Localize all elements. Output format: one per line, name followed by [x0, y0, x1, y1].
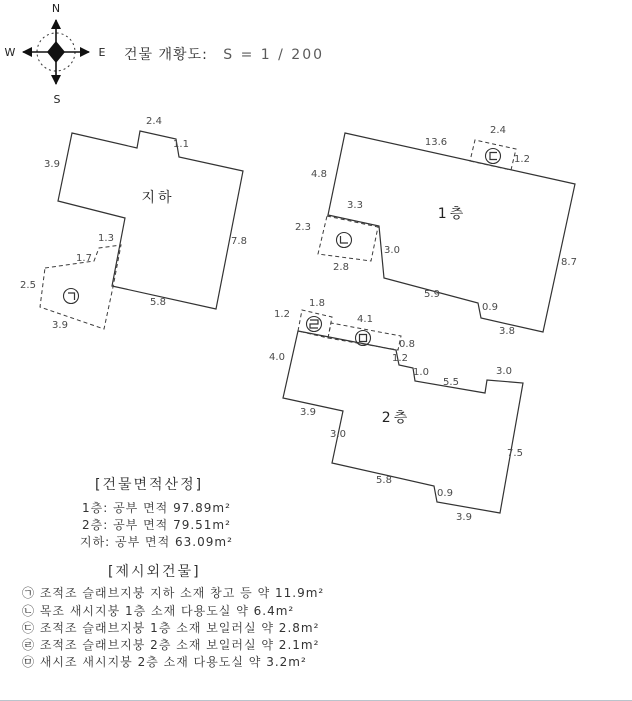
dimension-label: 3.9	[44, 159, 60, 170]
compass-label-north: N	[51, 2, 61, 15]
annex-g	[20, 233, 121, 331]
extra-line-5: ㉤ 새시조 새시지붕 2층 소재 다용도실 약 3.2m²	[22, 655, 307, 669]
annex-d-symbol-icon	[486, 149, 501, 164]
annex-d	[470, 125, 530, 170]
compass-label-west: W	[4, 46, 16, 59]
dimension-label: 4.8	[311, 169, 327, 180]
dimension-label: 5.8	[376, 475, 392, 486]
dimension-label: 1.1	[173, 139, 189, 150]
dimension-label: 1.2	[274, 309, 290, 320]
dimension-label: 7.8	[231, 236, 247, 247]
annex-n	[295, 216, 378, 273]
dimension-label: 2.4	[146, 116, 162, 127]
dimension-label: 1.8	[309, 298, 325, 309]
dimension-label: 1.2	[392, 353, 408, 364]
extra-line-4: ㉣ 조적조 슬래브지붕 2층 소재 보일러실 약 2.1m²	[22, 638, 320, 652]
dimension-label: 3.0	[496, 366, 512, 377]
compass-arrowhead	[22, 47, 32, 57]
dimension-label: 0.9	[437, 488, 453, 499]
dimension-label: 0.9	[482, 302, 498, 313]
dimension-label: 3.3	[347, 200, 363, 211]
basement-plan	[44, 116, 247, 309]
annex-n-symbol-icon	[337, 233, 352, 248]
dimension-label: 2.5	[20, 280, 36, 291]
dimension-label: 3.9	[52, 320, 68, 331]
dimension-label: 2.3	[295, 222, 311, 233]
compass-center-diamond	[47, 41, 65, 63]
annex-m-outline	[328, 323, 401, 350]
annex-g-symbol-icon	[64, 289, 79, 304]
dimension-label: 5.8	[150, 297, 166, 308]
dimension-label: 8.7	[561, 257, 577, 268]
compass-arrowhead	[51, 19, 61, 29]
dimension-label: 2.8	[333, 262, 349, 273]
dimension-label: 0.8	[399, 339, 415, 350]
compass-arrowhead	[51, 75, 61, 85]
area-line-floor1: 1층: 공부 면적 97.89m²	[82, 501, 231, 515]
floor1-outline	[328, 133, 575, 332]
extra-line-3: ㉢ 조적조 슬래브지붕 1층 소재 보일러실 약 2.8m²	[22, 621, 320, 635]
dimension-label: 5.5	[443, 377, 459, 388]
dimension-label: 2.4	[490, 125, 506, 136]
annex-g-symbol-glyph	[68, 293, 75, 300]
compass-arrowhead	[80, 47, 90, 57]
area-line-floor2: 2층: 공부 면적 79.51m²	[82, 518, 231, 532]
dimension-label: 3.0	[330, 429, 346, 440]
compass-label-east: E	[98, 46, 106, 59]
annex-d-symbol-glyph	[490, 153, 497, 160]
floor2-name-label: 2층	[381, 410, 411, 426]
compass-label-south: S	[53, 93, 61, 106]
compass-rose-icon	[5, 2, 106, 106]
dimension-label: 7.5	[507, 448, 523, 459]
dimension-label: 1.3	[98, 233, 114, 244]
dimension-label: 3.0	[384, 245, 400, 256]
annex-m	[328, 314, 415, 350]
dimension-label: 13.6	[424, 137, 448, 148]
area-line-basement: 지하: 공부 면적 63.09m²	[80, 535, 233, 549]
dimension-label: 1.0	[413, 367, 429, 378]
dimension-label: 3.8	[499, 326, 515, 337]
drawing-scale: S = 1 / 200	[223, 47, 325, 63]
dimension-label: 4.1	[357, 314, 373, 325]
area-section-header: [건물면적산정]	[95, 477, 204, 493]
floor1-plan	[311, 133, 577, 337]
basement-outline	[58, 131, 243, 309]
dimension-label: 5.9	[424, 289, 440, 300]
extra-line-2: ㉡ 목조 새시지붕 1층 소재 다용도실 약 6.4m²	[22, 604, 295, 618]
annex-n-symbol-glyph	[341, 236, 349, 243]
annex-r-symbol-glyph	[310, 320, 318, 328]
floor1-name-label: 1층	[437, 206, 467, 222]
dimension-label: 3.9	[300, 407, 316, 418]
annex-r	[274, 298, 332, 338]
annex-n-outline	[318, 216, 378, 261]
drawing-title	[124, 44, 324, 64]
extra-line-1: ㉠ 조적조 슬래브지붕 지하 소재 창고 등 약 11.9m²	[22, 586, 325, 600]
floor2-plan	[269, 331, 523, 523]
dimension-label: 1.2	[514, 154, 530, 165]
dimension-label: 4.0	[269, 352, 285, 363]
dimension-label: 1.7	[76, 253, 92, 264]
drawing-title-label: 건물 개황도:	[124, 47, 208, 63]
annex-m-symbol-glyph	[360, 335, 367, 342]
extra-section-header: [제시외건물]	[108, 564, 201, 580]
basement-name-label: 지하	[141, 190, 175, 206]
dimension-label: 3.9	[456, 512, 472, 523]
